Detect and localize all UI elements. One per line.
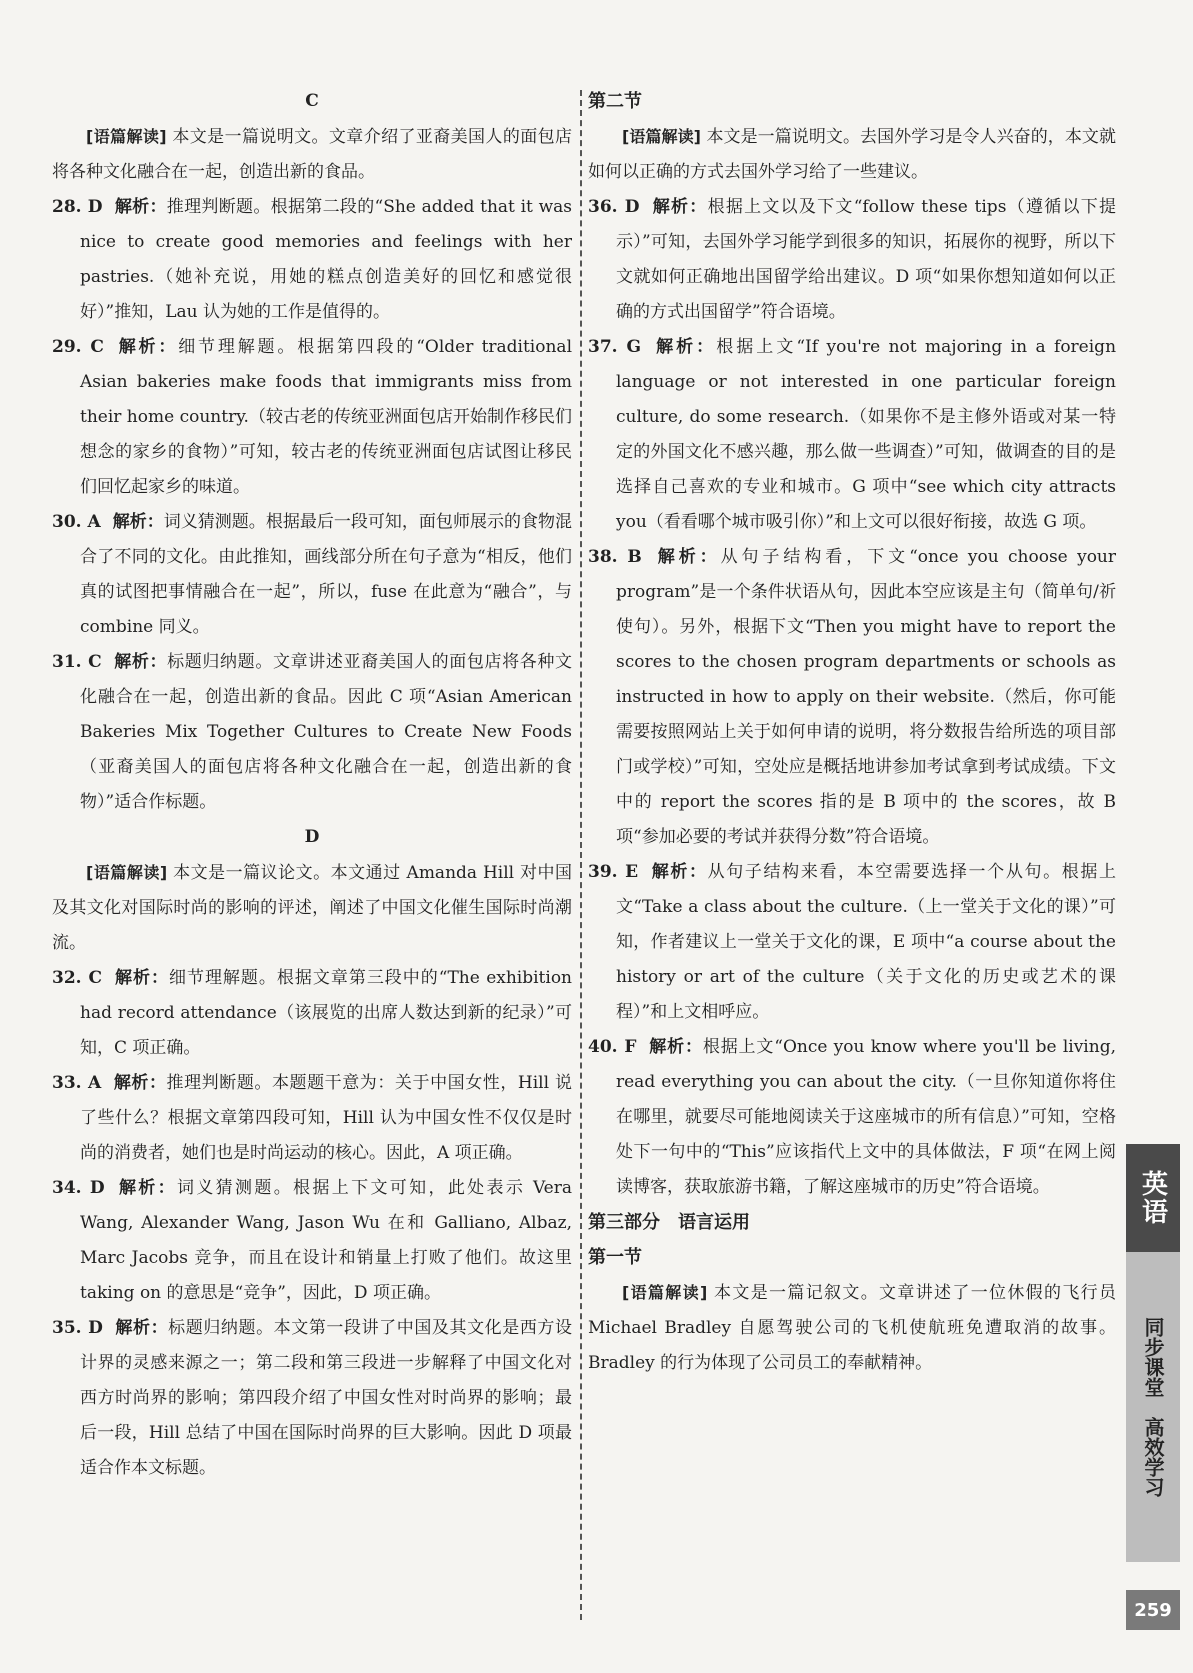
answer-number: 31. C	[52, 652, 102, 672]
answer-label: 解析：	[114, 1318, 169, 1338]
answer-text: 从句子结构来看，本空需要选择一个从句。根据上文“Take a class about the culture.（上一堂关于文化的课）”可知，作者建议上一堂关于文化的课，E 项中“a course about the history or art of the culture（关于文化的历史或艺术的课程）”和上文相呼应。	[616, 862, 1117, 1022]
answer-text: 词义猜测题。根据上下文可知，此处表示 Vera Wang, Alexander Wang, Jason Wu 在和 Galliano, Albaz, Marc Jacobs 竞争，而且在设计和销量上打败了他们。故这里 taking on 的意思是“竞争”，因此，D 项正确。	[80, 1178, 572, 1303]
answer-label: 解析：	[114, 197, 167, 217]
items-d	[52, 961, 572, 1486]
answer-text: 根据上文“Once you know where you'll be living, read everything you can about the city.（一旦你知道你将住在哪里，就要尽可能地阅读关于这座城市的所有信息）”可知，空格处下一句中的“This”应该指代上文中的具体做法，F 项“在网上阅读博客，获取旅游书籍，了解这座城市的历史”符合语境。	[616, 1037, 1116, 1197]
answer-number: 34. D	[52, 1178, 105, 1198]
intro-tag: [语篇解读]	[86, 127, 167, 146]
answer-label: 解析：	[648, 1037, 703, 1057]
answer-label: 解析：	[113, 652, 168, 672]
section-d-heading: D	[304, 827, 320, 847]
section-d-intro	[52, 855, 572, 961]
answer-text: 从句子结构看，下文“once you choose your program”是一个条件状语从句，因此本空应该是主句（简单句/祈使句）。另外，根据下文“Then you might have to report the scores to the chosen program departments or schools as instructed in how to apply on their website.（然后，你可能需要按照网站上关于如何申请的说明，将分数报告给所选的项目部门或学校）”可知，空处应是概括地讲参加考试拿到考试成绩。下文中的 report the scores 指的是 B 项中的 the scores，故 B 项“参加必要的考试并获得分数”符合语境。	[616, 547, 1117, 847]
answer-text: 细节理解题。根据文章第三段中的“The exhibition had record attendance（该展览的出席人数达到新的纪录）”可知，C 项正确。	[80, 968, 573, 1058]
section-c-heading: C	[305, 91, 319, 111]
answer-text: 根据上文“If you're not majoring in a foreign language or not interested in one particular foreign culture, do some research.（如果你不是主修外语或对某一特定的外国文化不感兴趣，那么做一些调查）”可知，做调查的目的是选择自己喜欢的专业和城市。G 项中“see which city attracts you（看看哪个城市吸引你）”和上文可以很好衔接，故选 G 项。	[616, 337, 1117, 532]
intro-text: 本文是一篇说明文。文章介绍了亚裔美国人的面包店将各种文化融合在一起，创造出新的食品。	[52, 127, 572, 182]
answer-item	[52, 645, 572, 820]
answer-item	[52, 190, 572, 330]
intro-tag: [语篇解读]	[622, 127, 701, 146]
section-1-heading: 第一节	[588, 1247, 642, 1268]
answer-item	[52, 961, 572, 1066]
answer-label: 解析：	[653, 337, 717, 357]
left-column	[52, 84, 572, 1486]
section-2-heading: 第二节	[588, 91, 642, 112]
intro-text: 本文是一篇说明文。去国外学习是令人兴奋的，本文就如何以正确的方式去国外学习给了一些建议。	[588, 127, 1117, 182]
answer-item	[588, 190, 1116, 330]
answer-number: 38. B	[588, 547, 642, 567]
answer-text: 推理判断题。根据第二段的“She added that it was nice to create good memories and feelings with her pastries.（她补充说，用她的糕点创造美好的回忆和感觉很好）”推知，Lau 认为她的工作是值得的。	[80, 197, 572, 322]
answer-label: 解析：	[116, 1178, 177, 1198]
answer-item	[52, 330, 572, 505]
answer-item	[52, 1066, 572, 1171]
intro-tag: [语篇解读]	[622, 1283, 708, 1302]
part-3-heading: 第三部分 语言运用	[588, 1212, 750, 1233]
answer-label: 解析：	[112, 512, 164, 532]
answer-label: 解析：	[114, 968, 169, 988]
intro-tag: [语篇解读]	[86, 863, 168, 882]
answer-number: 28. D	[52, 197, 103, 217]
answer-label: 解析：	[113, 1073, 167, 1093]
series-band: 同步课堂 高效学习	[1126, 1252, 1180, 1562]
answer-number: 32. C	[52, 968, 103, 988]
section-2-intro	[588, 119, 1116, 190]
answer-text: 标题归纳题。本文第一段讲了中国及其文化是西方设计界的灵感来源之一；第二段和第三段进一步解释了中国文化对西方时尚界的影响；第四段介绍了中国女性对时尚界的影响；最后一段，Hill 总结了中国在国际时尚界的巨大影响。因此 D 项最适合作本文标题。	[80, 1318, 573, 1478]
section-c-intro	[52, 119, 572, 190]
answer-label: 解析：	[650, 862, 708, 882]
subject-tab: 英语	[1126, 1144, 1180, 1252]
answer-number: 39. E	[588, 862, 639, 882]
answer-item	[52, 1311, 572, 1486]
answer-number: 33. A	[52, 1073, 102, 1093]
answer-item	[588, 330, 1116, 540]
page-number: 259	[1126, 1590, 1180, 1630]
answer-text: 推理判断题。本题题干意为：关于中国女性，Hill 说了些什么？根据文章第四段可知，Hill 认为中国女性不仅仅是时尚的消费者，她们也是时尚运动的核心。因此，A 项正确。	[80, 1073, 573, 1163]
answer-number: 29. C	[52, 337, 104, 357]
answer-number: 40. F	[588, 1037, 637, 1057]
answer-text: 细节理解题。根据第四段的“Older traditional Asian bakeries make foods that immigrants miss from their home country.（较古老的传统亚洲面包店开始制作移民们想念的家乡的食物）”可知，较古老的传统亚洲面包店试图让移民们回忆起家乡的味道。	[80, 337, 572, 497]
answer-item	[588, 1030, 1116, 1205]
answer-number: 37. G	[588, 337, 642, 357]
answer-item	[52, 505, 572, 645]
answer-label: 解析：	[115, 337, 179, 357]
answer-item	[588, 540, 1116, 855]
answer-number: 30. A	[52, 512, 101, 532]
right-column	[588, 84, 1116, 1381]
answer-label: 解析：	[651, 197, 708, 217]
column-divider	[580, 90, 582, 1620]
answer-item	[588, 855, 1116, 1030]
answer-text: 根据上文以及下文“follow these tips（遵循以下提示）”可知，去国外学习能学到很多的知识，拓展你的视野，所以下文就如何正确地出国留学给出建议。D 项“如果你想知道如何以正确的方式出国留学”符合语境。	[616, 197, 1117, 322]
answer-number: 35. D	[52, 1318, 103, 1338]
intro-text: 本文是一篇议论文。本文通过 Amanda Hill 对中国及其文化对国际时尚的影响的评述，阐述了中国文化催生国际时尚潮流。	[52, 863, 572, 953]
answer-item	[52, 1171, 572, 1311]
answer-text: 词义猜测题。根据最后一段可知，面包师展示的食物混合了不同的文化。由此推知，画线部分所在句子意为“相反，他们真的试图把事情融合在一起”，所以，fuse 在此意为“融合”，与 combine 同义。	[80, 512, 573, 637]
answer-number: 36. D	[588, 197, 640, 217]
items-section-2	[588, 190, 1116, 1205]
intro-text: 本文是一篇记叙文。文章讲述了一位休假的飞行员 Michael Bradley 自愿驾驶公司的飞机使航班免遭取消的故事。Bradley 的行为体现了公司员工的奉献精神。	[588, 1283, 1117, 1373]
section-1-intro	[588, 1275, 1116, 1381]
answer-text: 标题归纳题。文章讲述亚裔美国人的面包店将各种文化融合在一起，创造出新的食品。因此 C 项“Asian American Bakeries Mix Together Cultures to Create New Foods（亚裔美国人的面包店将各种文化融合在一起，创造出新的食物）”适合作标题。	[80, 652, 572, 812]
answer-label: 解析：	[653, 547, 721, 567]
items-c	[52, 190, 572, 820]
